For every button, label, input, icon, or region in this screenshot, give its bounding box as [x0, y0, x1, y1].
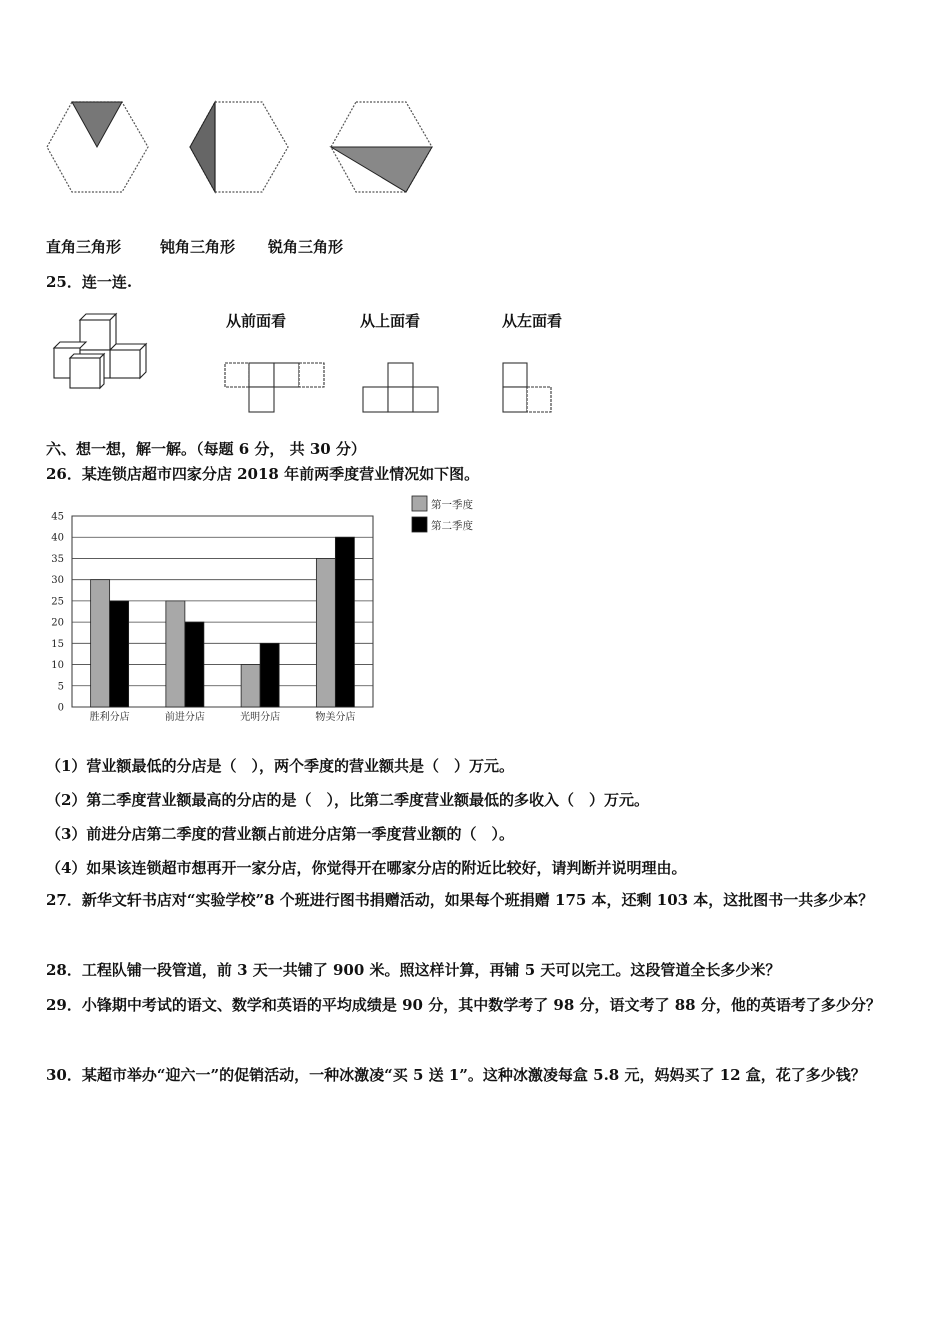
front-view-drawing — [224, 362, 330, 414]
hexagon-figures — [40, 95, 440, 195]
y-tick-label: 25 — [51, 596, 64, 608]
q26-sub-2: （2）第二季度营业额最高的分店的是（ ），比第二季度营业额最低的多收入（ ）万元。 — [46, 791, 649, 809]
bar-q2-1 — [185, 622, 204, 707]
shape-label-obtuse: 钝角三角形 — [160, 238, 236, 256]
q29: 29．小锋期中考试的语文、数学和英语的平均成绩是 90 分，其中数学考了 98 分，语文考了 88 分，他的英语考了多少分？ — [46, 996, 881, 1014]
y-tick-label: 35 — [51, 553, 64, 565]
q26-sub-4: （4）如果该连锁超市想再开一家分店，你觉得开在哪家分店的附近比较好，请判断并说明理由。 — [46, 859, 687, 877]
y-tick-label: 5 — [57, 681, 64, 693]
hexagon-3 — [331, 102, 432, 192]
bar-q2-2 — [260, 643, 279, 707]
q26-title: 26．某连锁店超市四家分店 2018 年前两季度营业情况如下图。 — [46, 465, 480, 483]
q26-sub-3: （3）前进分店第二季度的营业额占前进分店第一季度营业额的（ ）。 — [46, 825, 514, 843]
y-tick-label: 0 — [57, 702, 64, 714]
y-tick-label: 15 — [51, 638, 64, 650]
bar-q1-3 — [316, 558, 335, 707]
legend-swatch — [412, 517, 427, 532]
y-tick-label: 40 — [51, 532, 64, 544]
bar-q1-0 — [91, 580, 110, 707]
view-left-title: 从左面看 — [502, 312, 563, 330]
q28: 28．工程队铺一段管道，前 3 天一共铺了 900 米。照这样计算，再铺 5 天可以完工。这段管道全长多少米？ — [46, 961, 781, 979]
legend-label: 第一季度 — [431, 499, 473, 511]
y-tick-label: 20 — [51, 617, 64, 629]
bar-q1-1 — [166, 601, 185, 707]
q25-title: 25．连一连. — [46, 273, 133, 291]
legend-label: 第二季度 — [431, 520, 473, 532]
view-top-title: 从上面看 — [360, 312, 421, 330]
q27: 27．新华文轩书店对“实验学校”8 个班进行图书捐赠活动，如果每个班捐赠 175 本，还剩 103 本，这批图书一共多少本？ — [46, 891, 874, 909]
left-view-drawing — [502, 362, 554, 414]
view-front-title: 从前面看 — [226, 312, 287, 330]
shape-label-right: 直角三角形 — [46, 238, 122, 256]
x-tick-label: 物美分店 — [315, 712, 356, 723]
hexagon-2 — [190, 102, 288, 192]
q30: 30．某超市举办“迎六一”的促销活动，一种冰激凌“买 5 送 1”。这种冰激凌每盒 5.8 元，妈妈买了 12 盒，花了多少钱？ — [46, 1066, 866, 1084]
y-tick-label: 45 — [51, 511, 64, 523]
bar-q2-3 — [335, 537, 354, 707]
shape-label-acute: 锐角三角形 — [268, 238, 344, 256]
y-tick-label: 30 — [51, 575, 64, 587]
x-tick-label: 胜利分店 — [89, 712, 130, 723]
bar-q1-2 — [241, 665, 260, 707]
section-6-title: 六、想一想，解一解。（每题 6 分， 共 30 分） — [46, 440, 366, 458]
x-tick-label: 前进分店 — [164, 712, 205, 723]
x-tick-label: 光明分店 — [240, 712, 281, 723]
q26-sub-1: （1）营业额最低的分店是（ ），两个季度的营业额共是（ ）万元。 — [46, 757, 514, 775]
bar-q2-0 — [110, 601, 129, 707]
top-view-drawing — [362, 362, 440, 414]
cube-stack-figure — [50, 306, 150, 390]
bar-chart — [40, 492, 500, 732]
legend-swatch — [412, 496, 427, 511]
y-tick-label: 10 — [51, 660, 64, 672]
hexagon-1 — [47, 102, 148, 192]
